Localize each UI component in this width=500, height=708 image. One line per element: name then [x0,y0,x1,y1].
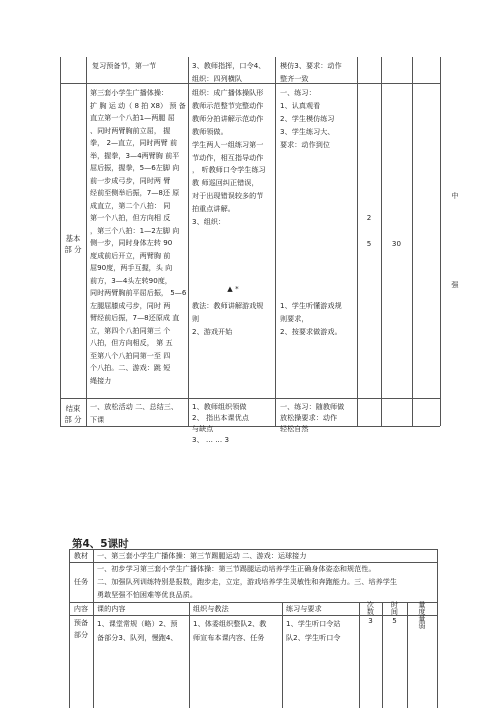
basic-content: 第三套小学生广播体操： 扩 胸 运 动（ 8 拍 X8） 预 备 直立第一个八拍1—两腿 屈 、同时两臂胸前立屈， 握 拳， 2—直立，同时两臂 前 举，握拳，3—4两臂胸 前平 屈后振，握拳，5—6左脚 向 前一步成弓步，同时两 臂 经前至侧举后振，7—8还 原 成直立，第二个八拍： 同 第一个八拍，但方向相 反 ，第三个八拍：1—2左脚 向 侧一步，同时身体左转 90 度成前后开立，两臂胸 前 屈90度，两手互握，头 向 前方，3—4头左转90度， 同时两臂胸前平屈后振， 5—6 左腿屈膝成弓步，同时 两 臂经前后振，7—8还原成 直 立，第四个八拍同第三 个 八拍，但方向相反， 第 五 至第八个八拍同第一至 四 个八拍。二、游戏：跳 短 绳接力 [90,88,187,385]
prep-teacher-2: 1、体委组织整队2、教 师宣布本课内容、任务 [193,619,267,642]
basic-teacher-game: 教法：教师讲解游戏规 则 2、游戏开始 [192,301,264,336]
prep-content-2: 1、课堂常规（略）2、预 备部分3、队列，慢跑4、 [97,619,178,642]
material-label: 教材 [73,551,89,560]
prep-student: 模仿3、要求：动作 整齐一致 [280,61,342,83]
prep-section-label: 预备 部分 [73,618,89,639]
prep-intensity: 量 弱 [418,614,426,630]
end-teacher: 1、教师组织领做 2、 指出本课优点 与缺点 3、 ... ... 3 [192,402,249,444]
intensity-a: 中 [451,191,459,200]
header-section: 内容 [73,604,89,613]
header-content: 课的内容 [97,604,126,613]
header-method: 组织与教法 [193,604,229,613]
task-text: 一、初步学习第三套小学生广播体操：第三节踢腿运动培养学生正确身体姿态和规范性。 二、加强队列训练特别是报数，跑步走，立定，游戏培养学生灵敏性和奔跑能力。三、培养学生 勇敢坚强不怕困难等优良品质。 [97,564,398,599]
end-section-label: 结束 部 分 [64,404,82,424]
header-intensity: 量 度 [418,600,426,616]
intensity-b: 强 [451,280,459,289]
count-a: 2 [366,213,372,222]
end-student: 一、练习：随教师做 放松操要求：动作 轻松自然 [280,402,345,433]
prep-student-2: 1、学生听口令站 队2、学生听口令 [286,619,341,642]
header-time: 时 间 [390,600,399,616]
formation-triangle-icon: ▲ * [227,284,239,293]
count-b: 5 [366,239,372,248]
prep-content: 复习预备节，第一节 [92,61,157,70]
time-value: 30 [391,239,402,248]
prep-time: 5 [392,616,397,625]
prep-teacher: 3、教师指挥，口令4、 组织：四列横队 [192,61,266,83]
basic-student-game: 1、学生听懂游戏规 则要求， 2、按要求做游戏。 [280,301,342,336]
basic-student: 一、练习： 1、认真观看 2、学生模仿练习 3、学生练习大、 要求：动作到位 [280,88,335,149]
end-content: 一、放松活动 二、总结三、 下课 [90,402,179,424]
task-label: 任务 [73,577,89,586]
basic-section-label: 基本 部 分 [64,234,82,254]
prep-count: 3 [368,616,373,625]
basic-teacher: 组织：成广播体操队形 教师示范整节完整动作 教师分拍讲解示范动作 教师领做。 学生两人一组练习第一 节动作，相互指导动作 ， 听教师口令学生练习 教 师巡回纠正错误， 对于出现错误较多的节 拍重点讲解。 3、组织： [192,88,266,227]
section-title: 第4、5课时 [72,538,129,550]
header-practice: 练习与要求 [286,604,322,613]
material-text: 一、第三套小学生广播体操：第三节踢腿运动 二、游戏：运球接力 [97,551,307,560]
header-count: 次 数 [366,600,375,616]
